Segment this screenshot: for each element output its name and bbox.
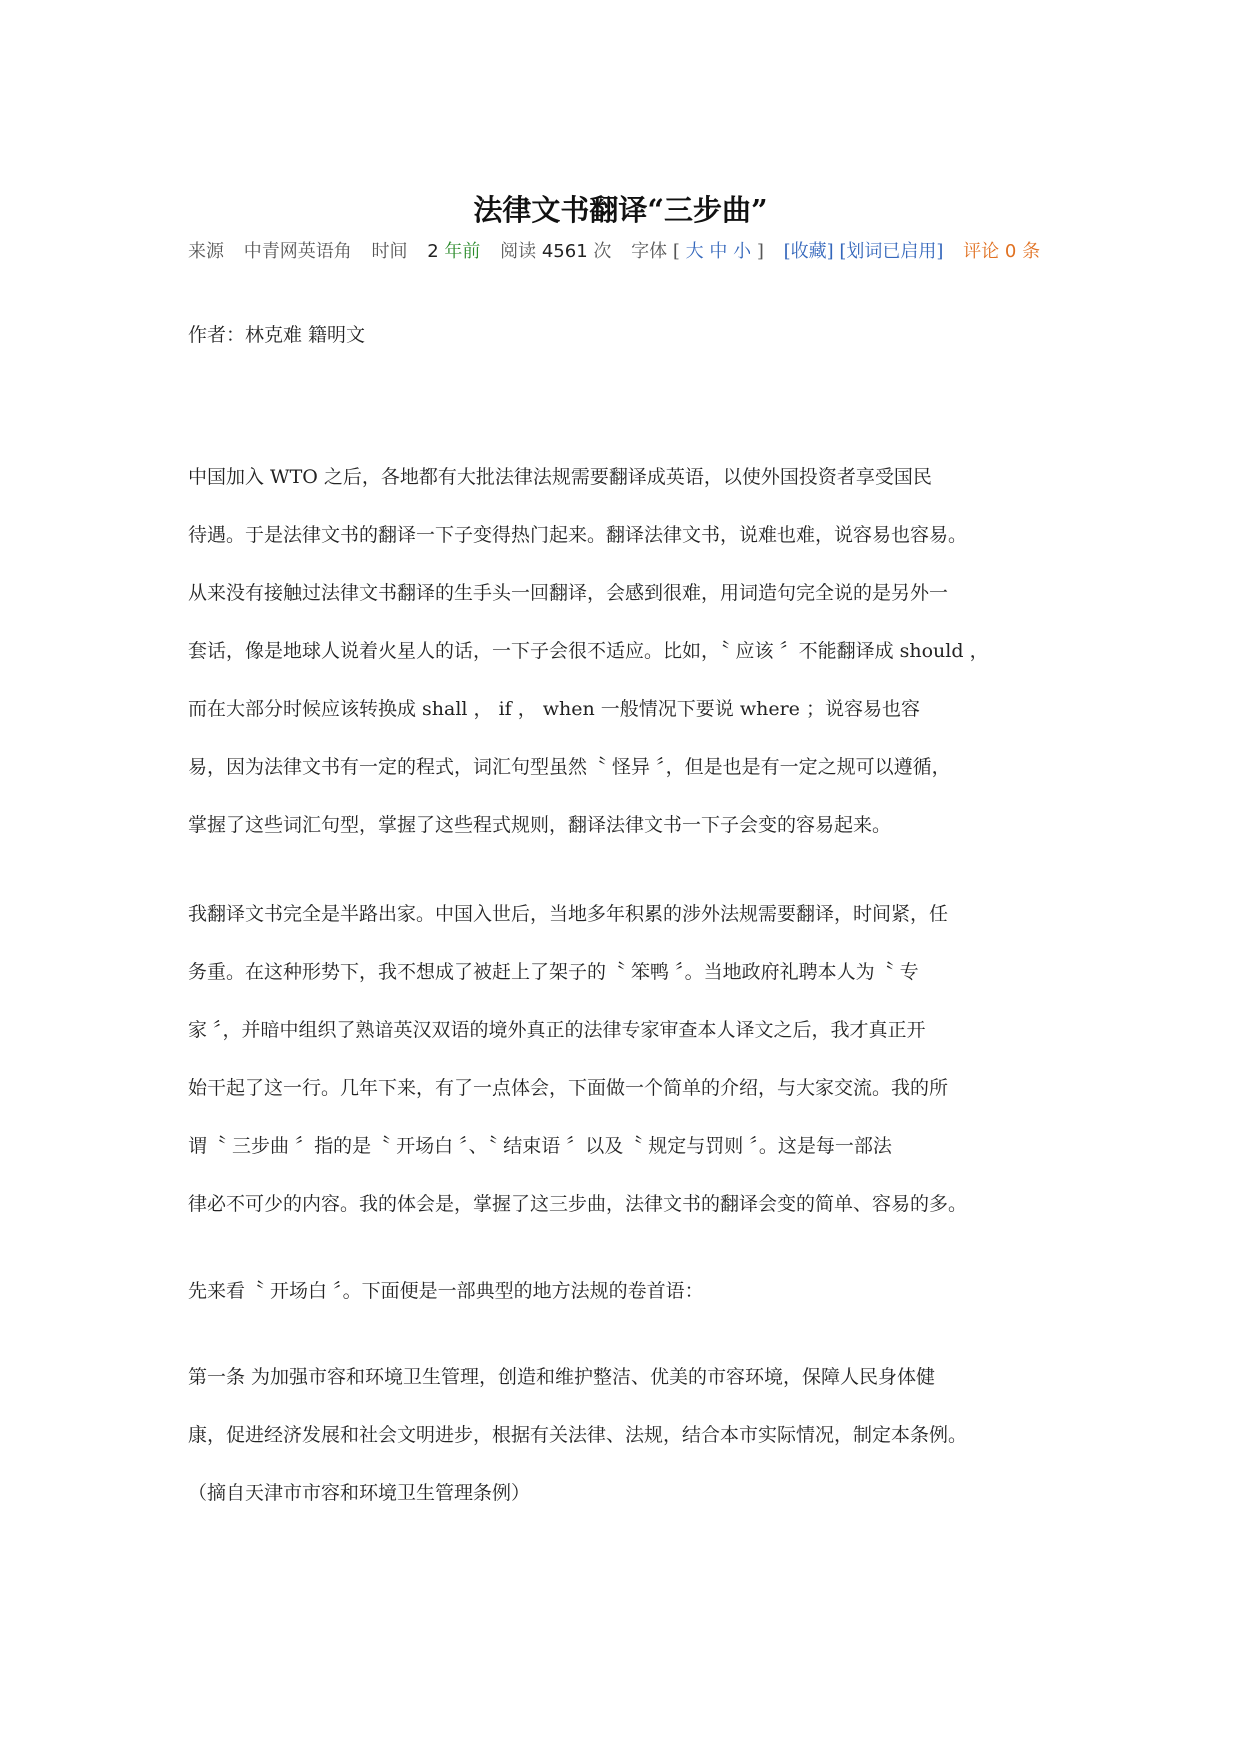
paragraph-intro (188, 458, 1088, 864)
font-medium-link[interactable]: 中 (709, 241, 728, 262)
text-line: 从来没有接触过法律文书翻译的生手头一回翻译，会感到很难，用词造句完全说的是另外一 (188, 582, 949, 604)
read-count: 4561 (541, 241, 588, 262)
article-meta-bar (188, 237, 1040, 263)
text-line: 而在大部分时候应该转换成 shall ， if ， when 一般情况下要说 where ；说容易也容 (188, 698, 920, 720)
text-line: 中国加入 WTO 之后，各地都有大批法律法规需要翻译成英语，以使外国投资者享受国民 (188, 466, 932, 488)
read-unit: 次 (593, 241, 612, 262)
time-unit: 年前 (444, 241, 481, 262)
text-line: 康，促进经济发展和社会文明进步，根据有关法律、法规，结合本市实际情况，制定本条例。 (188, 1424, 968, 1446)
comment-unit[interactable]: 条 (1022, 241, 1041, 262)
text-line: 掌握了这些词汇句型，掌握了这些程式规则，翻译法律文书一下子会变的容易起来。 (188, 814, 892, 836)
text-line: 套话，像是地球人说着火星人的话，一下子会很不适应。比如，〝 应该 〞不能翻译成 should ， (188, 640, 989, 662)
font-size-bracket-open: [ (672, 241, 680, 262)
text-line: 谓〝 三步曲 〞指的是〝 开场白 〞、〝 结束语 〞以及〝 规定与罚则 〞。这是每一部法 (188, 1135, 892, 1157)
paragraph-opening-intro (188, 1272, 1088, 1330)
text-line: 先来看〝 开场白 〞。下面便是一部典型的地方法规的卷首语： (188, 1280, 704, 1302)
paragraph-article-one (188, 1358, 1088, 1512)
font-size-label: 字体 (631, 241, 668, 262)
source-value: 中青网英语角 (243, 241, 352, 262)
word-lookup-link[interactable]: [划词已启用] (839, 241, 944, 262)
text-line: 待遇。于是法律文书的翻译一下子变得热门起来。翻译法律文书，说难也难，说容易也容易。 (188, 524, 968, 546)
text-line: （摘自天津市市容和环境卫生管理条例） (188, 1482, 531, 1504)
source-label: 来源 (188, 241, 224, 262)
article-title: 法律文书翻译“三步曲” (473, 193, 768, 227)
text-line: 第一条 为加强市容和环境卫生管理，创造和维护整洁、优美的市容环境，保障人民身体健 (188, 1366, 936, 1388)
text-line: 始干起了这一行。几年下来，有了一点体会，下面做一个简单的介绍，与大家交流。我的所 (188, 1077, 949, 1099)
read-label: 阅读 (500, 241, 537, 262)
font-size-bracket-close: ] (756, 241, 764, 262)
text-line: 家 〞，并暗中组织了熟谙英汉双语的境外真正的法律专家审查本人译文之后，我才真正开 (188, 1019, 926, 1041)
time-number: 2 (427, 241, 439, 262)
author-line: 作者：林克难 籍明文 (188, 324, 366, 346)
comment-count[interactable]: 0 (1004, 241, 1017, 262)
font-small-link[interactable]: 小 (733, 241, 752, 262)
text-line: 我翻译文书完全是半路出家。中国入世后，当地多年积累的涉外法规需要翻译，时间紧，任 (188, 903, 949, 925)
comment-label[interactable]: 评论 (963, 241, 1000, 262)
font-large-link[interactable]: 大 (685, 241, 704, 262)
time-label: 时间 (371, 241, 408, 262)
paragraph-background (188, 895, 1088, 1243)
text-line: 务重。在这种形势下，我不想成了被赶上了架子的〝 笨鸭 〞。当地政府礼聘本人为〝 专 (188, 961, 919, 983)
text-line: 易，因为法律文书有一定的程式，词汇句型虽然〝 怪异 〞，但是也是有一定之规可以遵循， (188, 756, 951, 778)
favorite-link[interactable]: [收藏] (783, 241, 834, 262)
text-line: 律必不可少的内容。我的体会是，掌握了这三步曲，法律文书的翻译会变的简单、容易的多。 (188, 1193, 968, 1215)
